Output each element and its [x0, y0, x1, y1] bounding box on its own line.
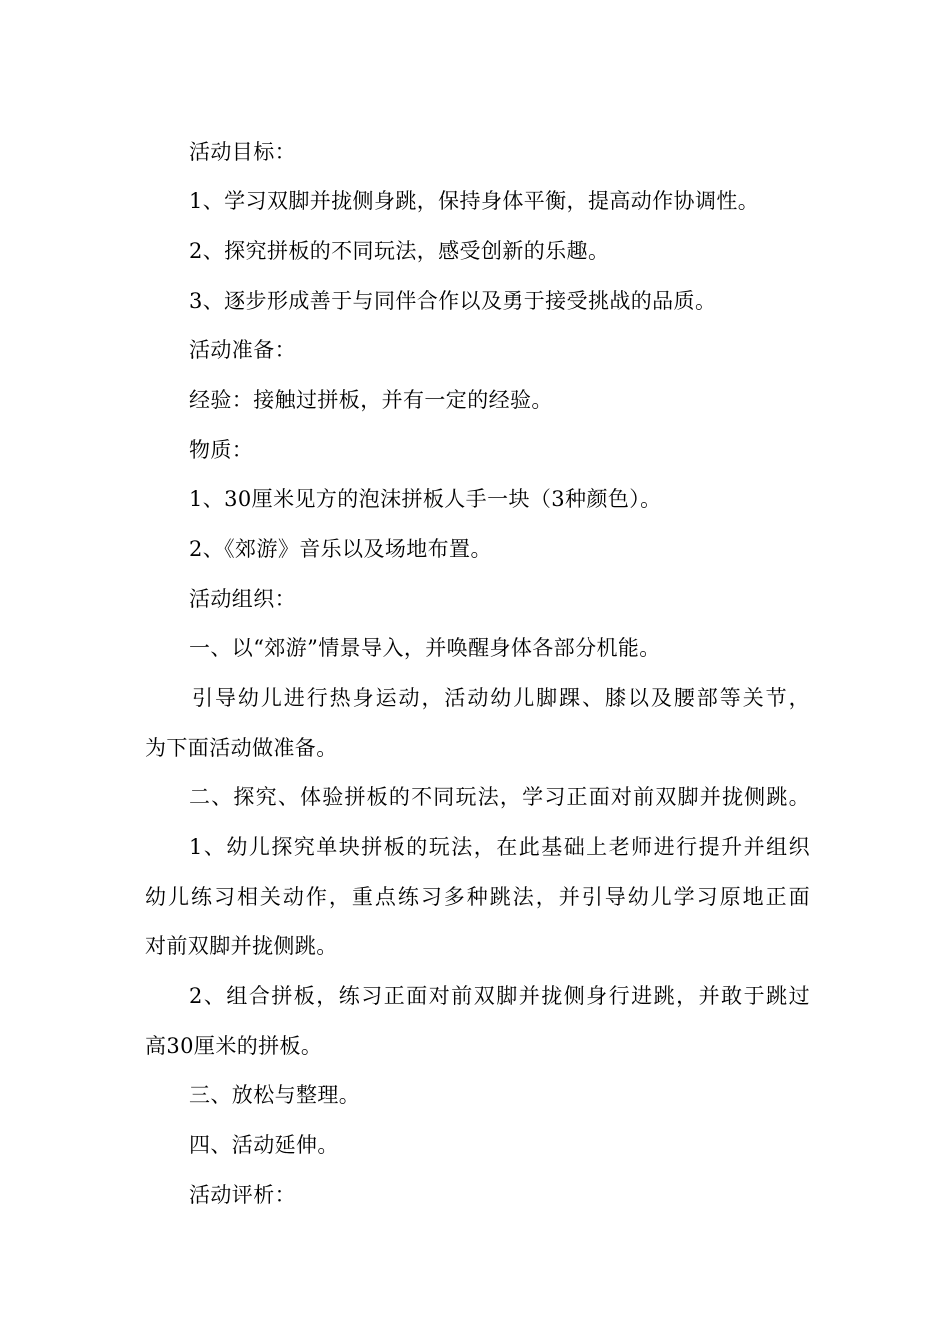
goal-item-2: 2、探究拼板的不同玩法，感受创新的乐趣。	[189, 239, 610, 263]
paragraph-combine-line-1: 2、组合拼板，练习正面对前双脚并拢侧身行进跳，并敢于跳过	[189, 984, 810, 1008]
paragraph-combine-line-2: 高30厘米的拼板。	[145, 1034, 323, 1058]
paragraph-explore-line-1: 1、幼儿探究单块拼板的玩法，在此基础上老师进行提升并组织	[189, 835, 810, 859]
paragraph-warmup-line-1: 引导幼儿进行热身运动，活动幼儿脚踝、膝以及腰部等关节，	[192, 686, 810, 710]
organization-step-4: 四、活动延伸。	[189, 1133, 339, 1157]
organization-step-3: 三、放松与整理。	[189, 1083, 361, 1107]
materials-item-1: 1、30厘米见方的泡沫拼板人手一块（3种颜色）。	[189, 487, 662, 511]
preparation-materials-heading: 物质：	[189, 438, 254, 462]
paragraph-explore-line-2: 幼儿练习相关动作，重点练习多种跳法，并引导幼儿学习原地正面	[145, 885, 810, 909]
preparation-experience: 经验：接触过拼板，并有一定的经验。	[189, 388, 553, 412]
organization-step-2: 二、探究、体验拼板的不同玩法，学习正面对前双脚并拢侧跳。	[189, 785, 810, 809]
paragraph-explore-line-3: 对前双脚并拢侧跳。	[145, 934, 338, 958]
goal-item-3: 3、逐步形成善于与同伴合作以及勇于接受挑战的品质。	[189, 289, 717, 313]
paragraph-warmup-line-2: 为下面活动做准备。	[145, 736, 338, 760]
organization-step-1: 一、以“郊游”情景导入，并唤醒身体各部分机能。	[189, 636, 661, 660]
heading-activity-analysis: 活动评析：	[189, 1183, 296, 1207]
materials-item-2: 2、《郊游》音乐以及场地布置。	[189, 537, 492, 561]
heading-activity-goals: 活动目标：	[189, 140, 296, 164]
heading-activity-organization: 活动组织：	[189, 587, 296, 611]
goal-item-1: 1、学习双脚并拢侧身跳，保持身体平衡，提高动作协调性。	[189, 189, 760, 213]
heading-activity-preparation: 活动准备：	[189, 338, 296, 362]
